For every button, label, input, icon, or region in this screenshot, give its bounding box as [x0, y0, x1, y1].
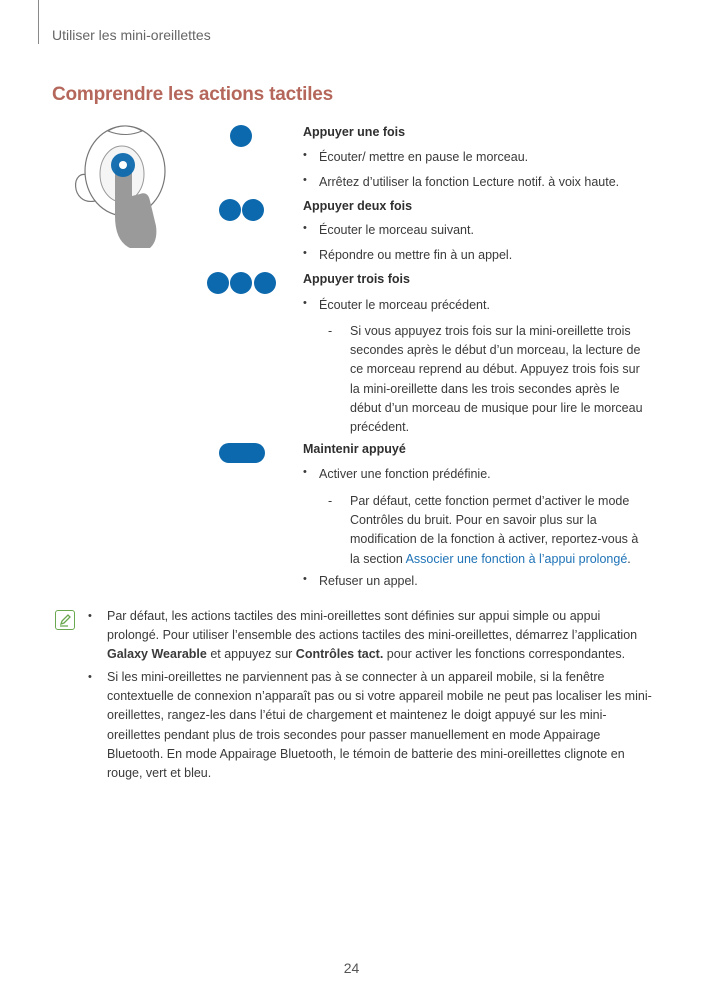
page-number: 24 — [343, 960, 360, 976]
earbud-touch-illustration — [70, 116, 180, 256]
heading-double-tap: Appuyer deux fois — [303, 199, 413, 213]
sub-note: - Par défaut, cette fonction permet d’activer le mode Contrôles du bruit. Pour en savoir plus sur la modification de la fonction à activer, reportez-vous à la section Associer une fonction à l’appui prolongé. — [328, 494, 639, 566]
heading-triple-tap: Appuyer trois fois — [303, 272, 410, 286]
double-tap-icon — [219, 199, 241, 221]
single-tap-icon — [230, 125, 252, 147]
triple-tap-icon-2 — [230, 272, 252, 294]
sub-note: - Si vous appuyez trois fois sur la mini-oreillette trois secondes après le début d’un morceau, la lecture de ce morceau reprend au début. Appuyez trois fois sur la mini-oreillette dans les trois secondes après le début d’un morceau de musique pour lire le morceau précédent. — [328, 324, 643, 435]
section-header: Utiliser les mini-oreillettes — [52, 27, 211, 43]
note-pencil-icon — [55, 610, 75, 630]
long-press-icon — [219, 443, 265, 463]
heading-long-press: Maintenir appuyé — [303, 442, 406, 456]
double-tap-icon-2 — [242, 199, 264, 221]
header-rule — [38, 0, 39, 44]
note-item: • Par défaut, les actions tactiles des mini-oreillettes sont définies sur appui simple ou appui prolongé. Pour utiliser l’ensemble des actions tactiles des mini-oreillettes, démarrez l’application Galaxy Wearable et appuyez sur Contrôles tact. pour activer les fonctions correspondantes. — [88, 609, 638, 662]
link-associer-fonction[interactable]: Associer une fonction à l’appui prolongé — [405, 551, 628, 566]
triple-tap-icon-3 — [254, 272, 276, 294]
note-item: • Si les mini-oreillettes ne parviennent pas à se connecter à un appareil mobile, si la fenêtre contextuelle de connexion n’apparaît pas ou si votre appareil mobile ne peut pas localiser les mini-oreillettes, rangez-les dans l’étui de chargement et maintenez le doigt appuyé sur les mini-oreillettes pendant plus de trois secondes pour passer manuellement en mode Appairage Bluetooth. En mode Appairage Bluetooth, le témoin de batterie des mini-oreillettes clignote en rouge, vert et bleu. — [88, 670, 652, 781]
page-title: Comprendre les actions tactiles — [52, 84, 334, 105]
triple-tap-icon — [207, 272, 229, 294]
heading-single-tap: Appuyer une fois — [303, 125, 406, 139]
